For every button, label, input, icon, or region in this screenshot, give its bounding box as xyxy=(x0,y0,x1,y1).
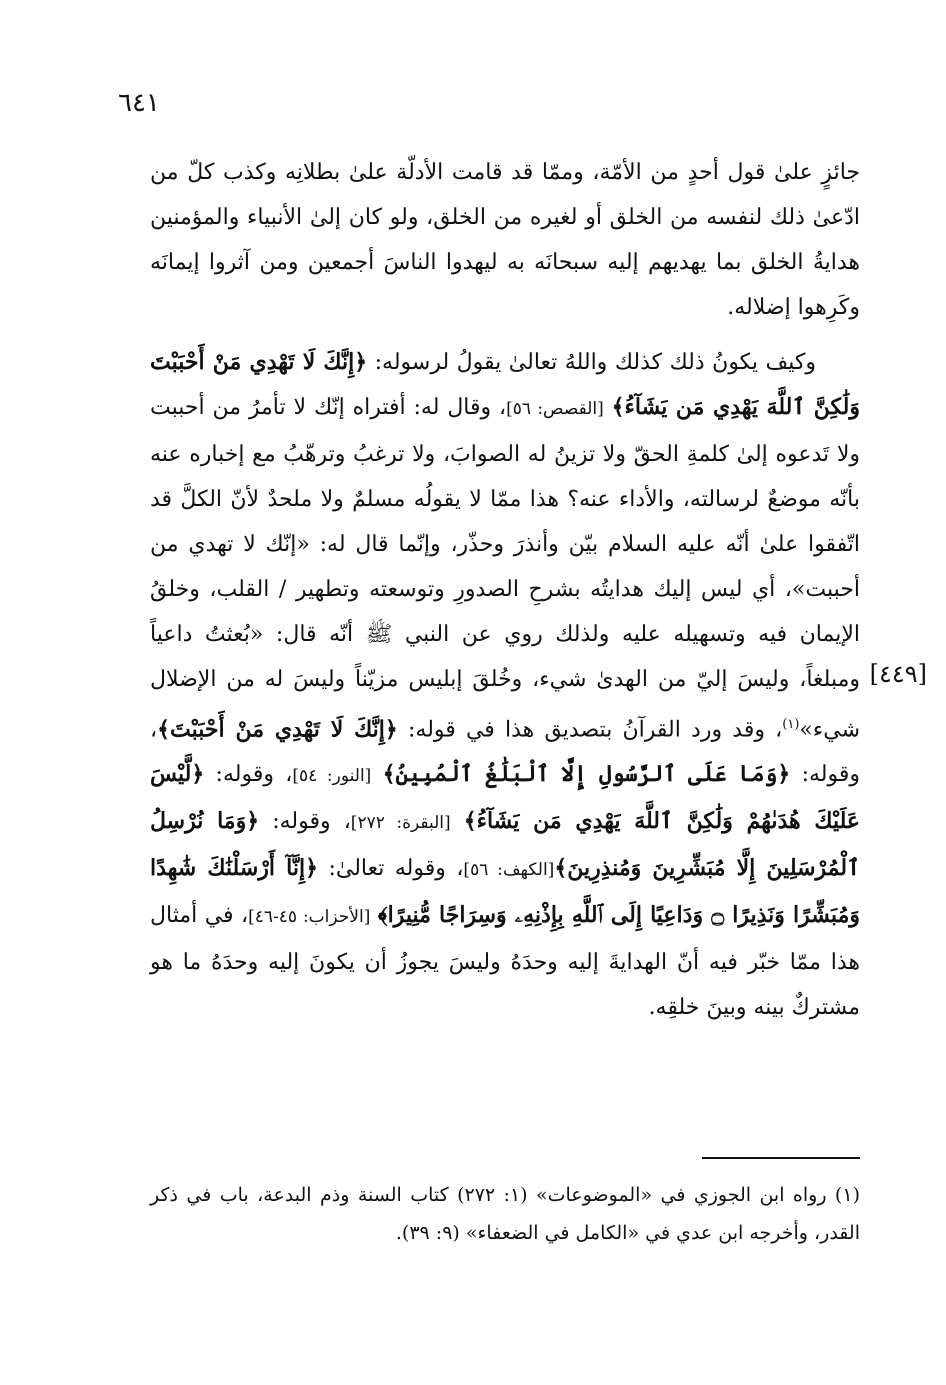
quran-verse: ﴿إِنَّآ أَرْسَلْنَٰكَ شَٰهِدًا وَمُبَشِّرًا وَنَذِيرًا ۝ وَدَاعِيًا إِلَى ٱللَّهِ بِإِذْنِهِۦ وَسِرَاجًا مُّنِيرًا﴾ xyxy=(150,855,860,929)
text-segment: ، وقوله: xyxy=(204,762,293,788)
paragraph-1: جائزٍ علىٰ قول أحدٍ من الأمّة، وممّا قد قامت الأدلّة علىٰ بطلانِه وكذب كلّ من ادّعىٰ ذلك لنفسه من الخلق أو لغيره من الخلق، ولو كان إلىٰ الأنبياء والمؤمنين هدايةُ الخلق بما يهديهم إليه سبحانَه به ليهدوا الناسَ أجمعين ومن آثروا إيمانَه وكَرِهوا إضلاله. xyxy=(150,160,860,320)
main-text xyxy=(150,150,860,1030)
paragraph-2 xyxy=(150,340,860,1030)
text-segment: ، وقوله: xyxy=(150,717,860,788)
quran-verse: ﴿لَّيْسَ عَلَيْكَ هُدَىٰهُمْ وَلَٰكِنَّ ٱللَّهَ يَهْدِي مَن يَشَآءُ﴾ xyxy=(150,761,860,835)
verse-reference: [القصص: ٥٦] xyxy=(506,399,604,419)
footnote-1: (١) رواه ابن الجوزي في «الموضوعات» (١: ٢٧٢) كتاب السنة وذم البدعة، باب في ذكر القدر، وأخرجه ابن عدي في «الكامل في الضعفاء» (٩: ٣٩). xyxy=(150,1184,860,1244)
footnote-separator xyxy=(702,1157,860,1159)
quran-verse: ﴿وَمَا عَلَى ٱلرَّسُولِ إِلَّا ٱلْبَلَٰغُ ٱلْمُبِينُ﴾ xyxy=(382,761,791,788)
quran-verse: ﴿إِنَّكَ لَا تَهْدِي مَنْ أَحْبَبْتَ﴾ xyxy=(157,716,398,743)
text-segment: ، وقال له: أفتراه إنّك لا تأمرُ من أحببت ولا تَدعوه إلىٰ كلمةِ الحقّ ولا تزينُ له الصوابَ، ولا ترغبُ وترهّبُ مع إخباره عنه بأنّه موضعٌ لرسالته، والأداء عنه؟ هذا ممّا لا يقولُه مسلمٌ ولا ملحدٌ لأنّ الكلَّ قد اتّفقوا علىٰ أنّه عليه السلام بيّن وأنذرَ وحذّر، وإنّما قال له: «إنّك لا تهدي من أحببت»، أي ليس إليك هدايتُه بشرحِ الصدورِ وتوسعته وتطهير / القلب، وخلقُ الإيمان فيه وتسهيله عليه ولذلك روي عن النبي ﷺ أنّه قال: «بُعثتُ داعياً ومبلغاً، وليسَ إليّ من الهدىٰ شيء، وخُلقَ إبليس مزيّناً وليسَ له من الإضلال شيء» xyxy=(150,395,860,743)
text-segment: ، في أمثال هذا ممّا خبّر فيه أنّ الهدايةَ إليه وحدَهُ وليسَ يجوزُ أن يكونَ إليه وحدَهُ ما هو مشتركٌ بينه وبينَ خلقِه. xyxy=(150,903,860,1021)
verse-reference: [الأحزاب: ٤٥-٤٦] xyxy=(248,907,371,928)
text-segment: ، وقوله تعالىٰ: xyxy=(317,856,464,882)
verse-reference: [النور: ٥٤] xyxy=(292,766,372,787)
footnotes xyxy=(150,1176,860,1252)
text-segment: وكيف يكونُ ذلك كذلك واللهُ تعالىٰ يقولُ لرسوله: xyxy=(367,350,816,375)
footnote-marker: (١) xyxy=(782,717,800,732)
verse-reference: [الكهف: ٥٦] xyxy=(463,860,555,881)
verse-reference: [البقرة: ٢٧٢] xyxy=(350,813,451,834)
text-segment: ، وقوله: xyxy=(259,809,351,835)
quran-verse: ﴿إِنَّكَ لَا تَهْدِي مَنْ أَحْبَبْتَ وَلَٰكِنَّ ٱللَّهَ يَهْدِي مَن يَشَآءُ﴾ xyxy=(150,349,860,420)
text-segment: ، وقد ورد القرآنُ بتصديق هذا في قوله: xyxy=(397,717,783,743)
margin-page-reference: [٤٤٩] xyxy=(869,660,927,688)
quran-verse: ﴿وَمَا نُرْسِلُ ٱلْمُرْسَلِينَ إِلَّا مُبَشِّرِينَ وَمُنذِرِينَ﴾ xyxy=(150,808,860,882)
page-number: ٦٤١ xyxy=(118,88,160,118)
